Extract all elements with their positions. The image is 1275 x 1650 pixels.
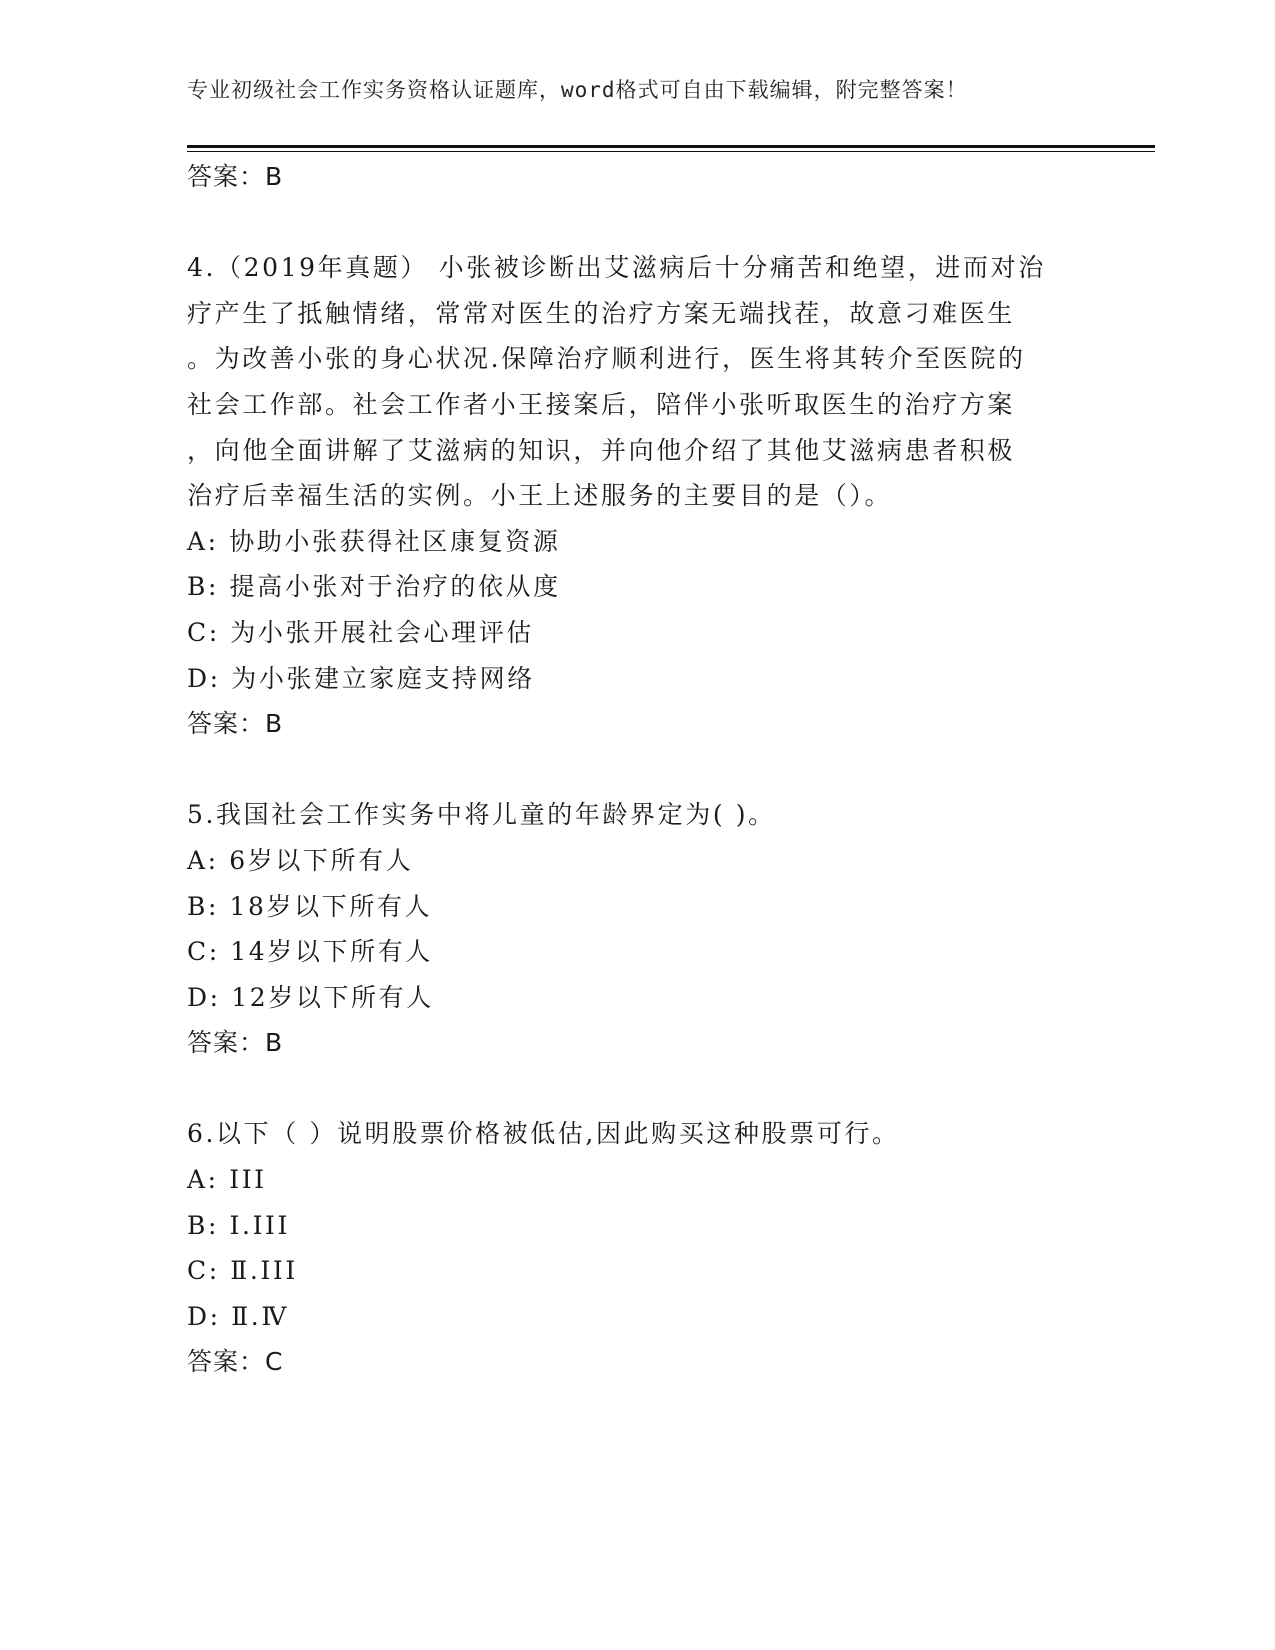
question-5 — [187, 792, 1087, 1066]
answer-line: 答案：B — [187, 709, 284, 739]
option-c: C: Ⅱ.III — [187, 1256, 298, 1286]
question-6 — [187, 1111, 1087, 1385]
answer-line: 答案：B — [187, 1028, 284, 1058]
header-rule-thick — [187, 145, 1155, 148]
spacer — [187, 1066, 1087, 1112]
option-b: B: 提高小张对于治疗的依从度 — [187, 572, 561, 602]
question-text-line: 社会工作部。社会工作者小王接案后，陪伴小张听取医生的治疗方案 — [187, 389, 1016, 419]
option-d: D: 为小张建立家庭支持网络 — [187, 663, 535, 693]
question-text-line: ，向他全面讲解了艾滋病的知识，并向他介绍了其他艾滋病患者积极 — [187, 435, 1016, 465]
header-rule-thin — [187, 151, 1155, 152]
spacer — [187, 200, 1087, 246]
question-content — [187, 154, 1087, 1385]
spacer — [187, 747, 1087, 793]
option-a: A: 6岁以下所有人 — [187, 845, 414, 875]
answer-line: 答案：B — [187, 162, 284, 191]
option-b: B: 18岁以下所有人 — [187, 891, 433, 921]
question-text-line: 5.我国社会工作实务中将儿童的年龄界定为( )。 — [187, 800, 776, 830]
answer-line: 答案：C — [187, 1347, 284, 1377]
option-d: D: 12岁以下所有人 — [187, 982, 434, 1012]
option-d: D: Ⅱ.Ⅳ — [187, 1301, 289, 1331]
question-text-line: 6.以下（ ）说明股票价格被低估,因此购买这种股票可行。 — [187, 1119, 900, 1149]
option-c: C: 14岁以下所有人 — [187, 937, 433, 967]
question-4 — [187, 245, 1087, 747]
question-text-line: 4.（2019年真题） 小张被诊断出艾滋病后十分痛苦和绝望，进而对治 — [187, 253, 1046, 283]
question-text-line: 。为改善小张的身心状况.保障治疗顺利进行，医生将其转介至医院的 — [187, 344, 1026, 374]
option-c: C: 为小张开展社会心理评估 — [187, 617, 534, 647]
page-header: 专业初级社会工作实务资格认证题库，word格式可自由下载编辑，附完整答案！ — [187, 78, 968, 102]
option-b: B: Ⅰ.III — [187, 1210, 290, 1240]
option-a: A: III — [187, 1165, 267, 1195]
question-text-line: 疗产生了抵触情绪，常常对医生的治疗方案无端找茬，故意刁难医生 — [187, 298, 1016, 328]
option-a: A: 协助小张获得社区康复资源 — [187, 526, 561, 556]
question-text-line: 治疗后幸福生活的实例。小王上述服务的主要目的是（）。 — [187, 481, 893, 511]
